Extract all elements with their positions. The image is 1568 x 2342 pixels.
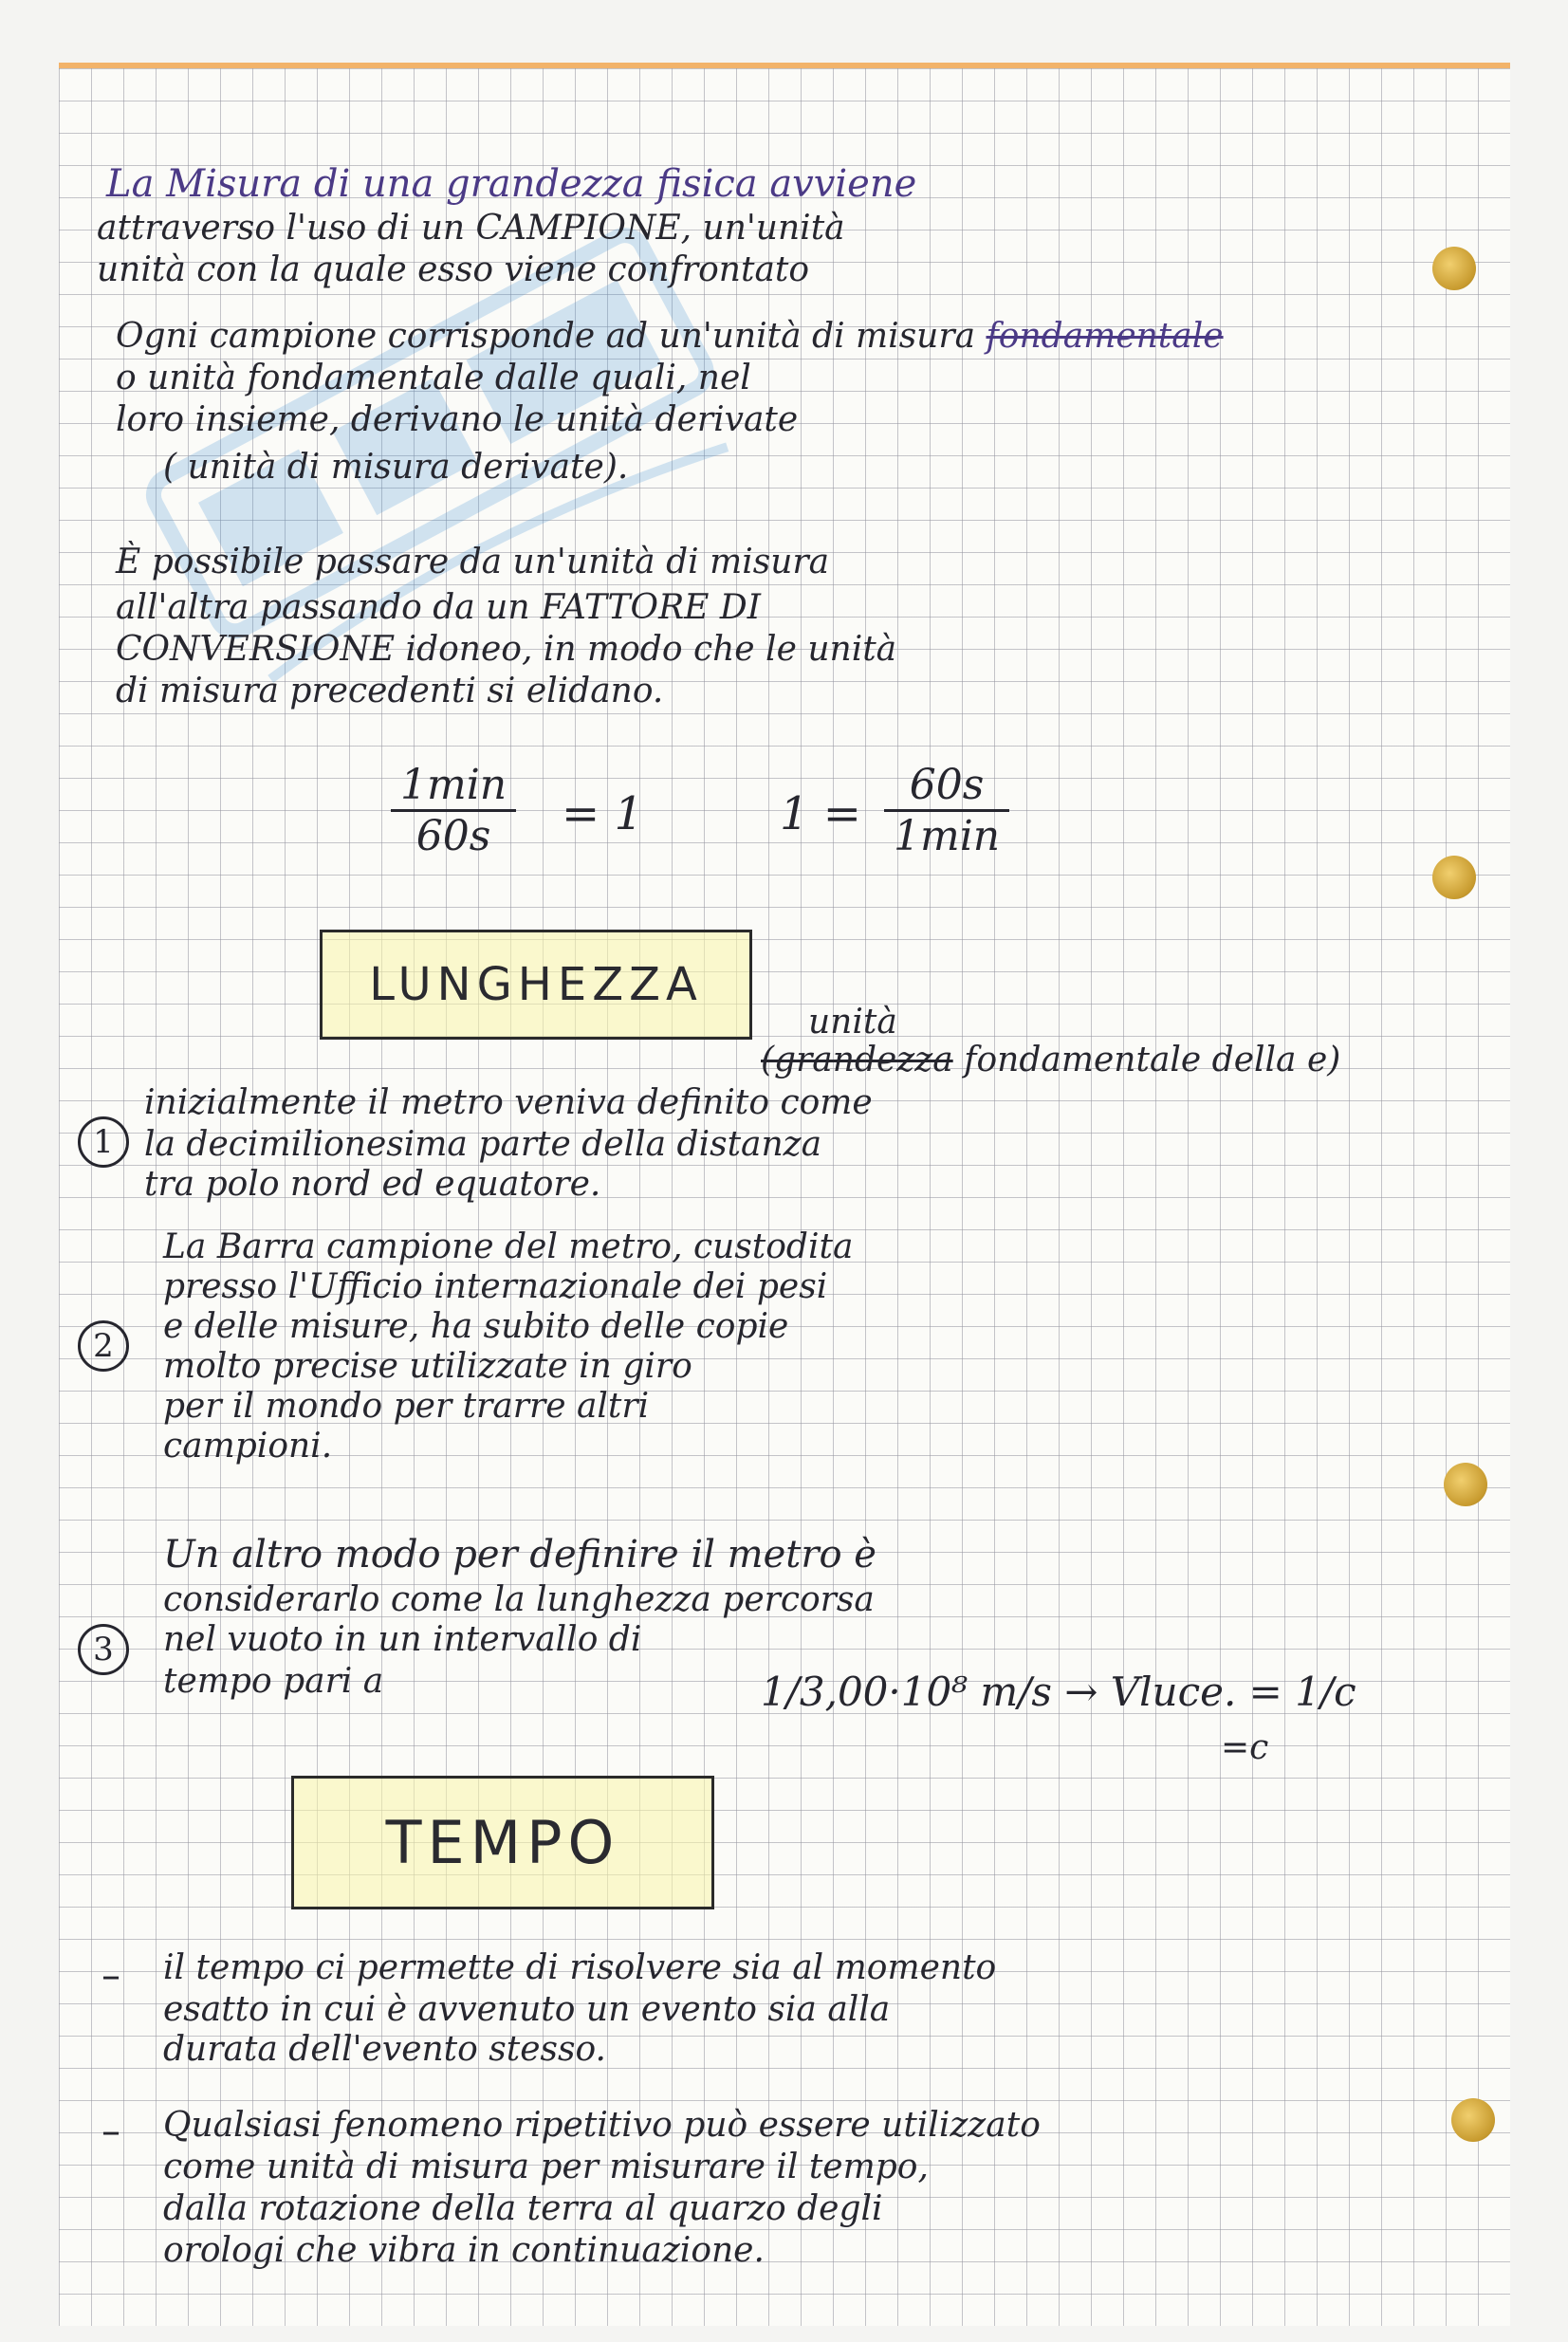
tempo-bullet-1-line-3: durata dell'evento stesso. [163, 2030, 606, 2069]
item-2-line-2: presso l'Ufficio internazionale dei pesi [163, 1267, 828, 1306]
intro-line-7: ( unità di misura derivate). [163, 448, 629, 487]
tempo-heading: TEMPO [385, 1808, 620, 1877]
lunghezza-note-rest: fondamentale della e) [964, 1041, 1341, 1079]
item-1-line-3: tra polo nord ed equatore. [144, 1165, 601, 1204]
conversion-line-3: CONVERSIONE idoneo, in modo che le unità [116, 630, 897, 669]
item-2-line-1: La Barra campione del metro, custodita [163, 1227, 854, 1266]
formula-2-fraction [884, 761, 1009, 860]
formula-2-denominator: 1min [894, 812, 1001, 860]
formula-1-fraction [391, 761, 516, 860]
item-3-light-speed-label: =c [1221, 1728, 1269, 1767]
tempo-bullet-2-line-4: orologi che vibra in continuazione. [163, 2231, 765, 2270]
formula-1-numerator: 1min [391, 761, 516, 812]
conversion-line-2: all'altra passando da un FATTORE DI [116, 588, 761, 627]
formula-2-numerator: 60s [884, 761, 1009, 812]
intro-line-5: o unità fondamentale dalle quali, nel [116, 359, 751, 397]
binder-hole-3 [1444, 1463, 1487, 1506]
formula-1-rhs: = 1 [562, 787, 644, 840]
intro-line-6: loro insieme, derivano le unità derivate [116, 400, 799, 439]
tempo-bullet-1-line-2: esatto in cui è avvenuto un evento sia alla [163, 1990, 891, 2029]
lunghezza-note-top: unità [808, 1003, 897, 1042]
item-2-line-6: campioni. [163, 1427, 333, 1466]
item-2-line-5: per il mondo per trarre altri [163, 1387, 650, 1426]
intro-line-1: La Misura di una grandezza fisica avviene [106, 162, 917, 206]
intro-line-3: unità con la quale esso viene confrontato [97, 250, 810, 289]
tempo-heading-box [291, 1776, 714, 1909]
binder-hole-4 [1451, 2098, 1495, 2142]
tempo-bullet-1-dash: – [101, 1954, 120, 1998]
binder-hole-1 [1432, 247, 1476, 290]
binder-hole-2 [1432, 856, 1476, 899]
item-2-line-3: e delle misure, ha subito delle copie [163, 1307, 789, 1346]
intro-line-4 [116, 317, 1224, 357]
formula-2-lhs: 1 = [780, 787, 862, 840]
conversion-line-4: di misura precedenti si elidano. [116, 672, 664, 710]
tempo-bullet-2-line-1: Qualsiasi fenomeno ripetitivo può essere utilizzato [163, 2106, 1041, 2145]
item-2-line-4: molto precise utilizzate in giro [163, 1347, 692, 1386]
notebook-page [59, 68, 1510, 2326]
tempo-bullet-2-dash: – [101, 2110, 120, 2153]
item-1-line-1: inizialmente il metro veniva definito come [144, 1083, 873, 1122]
intro-line-4-strike: fondamentale [986, 317, 1224, 356]
lunghezza-note [761, 1041, 1340, 1080]
tempo-bullet-2-line-3: dalla rotazione della terra al quarzo degli [163, 2189, 883, 2228]
item-1-line-2: la decimilionesima parte della distanza [144, 1125, 822, 1164]
intro-line-2: attraverso l'uso di un CAMPIONE, un'unità [97, 209, 845, 248]
lunghezza-note-strike: (grandezza [761, 1041, 953, 1079]
lunghezza-heading: LUNGHEZZA [369, 958, 703, 1011]
item-3-line-4: tempo pari a [163, 1662, 384, 1701]
conversion-line-1: È possibile passare da un'unità di misura [116, 543, 830, 581]
formula-1-denominator: 60s [415, 812, 491, 860]
item-2-number: 2 [78, 1320, 129, 1372]
item-3-line-2: considerarlo come la lunghezza percorsa [163, 1580, 875, 1619]
item-1-number: 1 [78, 1116, 129, 1168]
item-3-formula: 1/3,00·10⁸ m/s → Vluce. = 1/c [761, 1669, 1356, 1715]
item-3-line-1: Un altro modo per definire il metro è [163, 1533, 876, 1577]
tempo-bullet-2-line-2: come unità di misura per misurare il tempo, [163, 2148, 929, 2186]
intro-line-4-text: Ogni campione corrisponde ad un'unità di misura [116, 317, 976, 356]
item-3-number: 3 [78, 1624, 129, 1675]
tempo-bullet-1-line-1: il tempo ci permette di risolvere sia al momento [163, 1948, 997, 1987]
lunghezza-heading-box [320, 930, 752, 1040]
item-3-line-3: nel vuoto in un intervallo di [163, 1620, 642, 1659]
